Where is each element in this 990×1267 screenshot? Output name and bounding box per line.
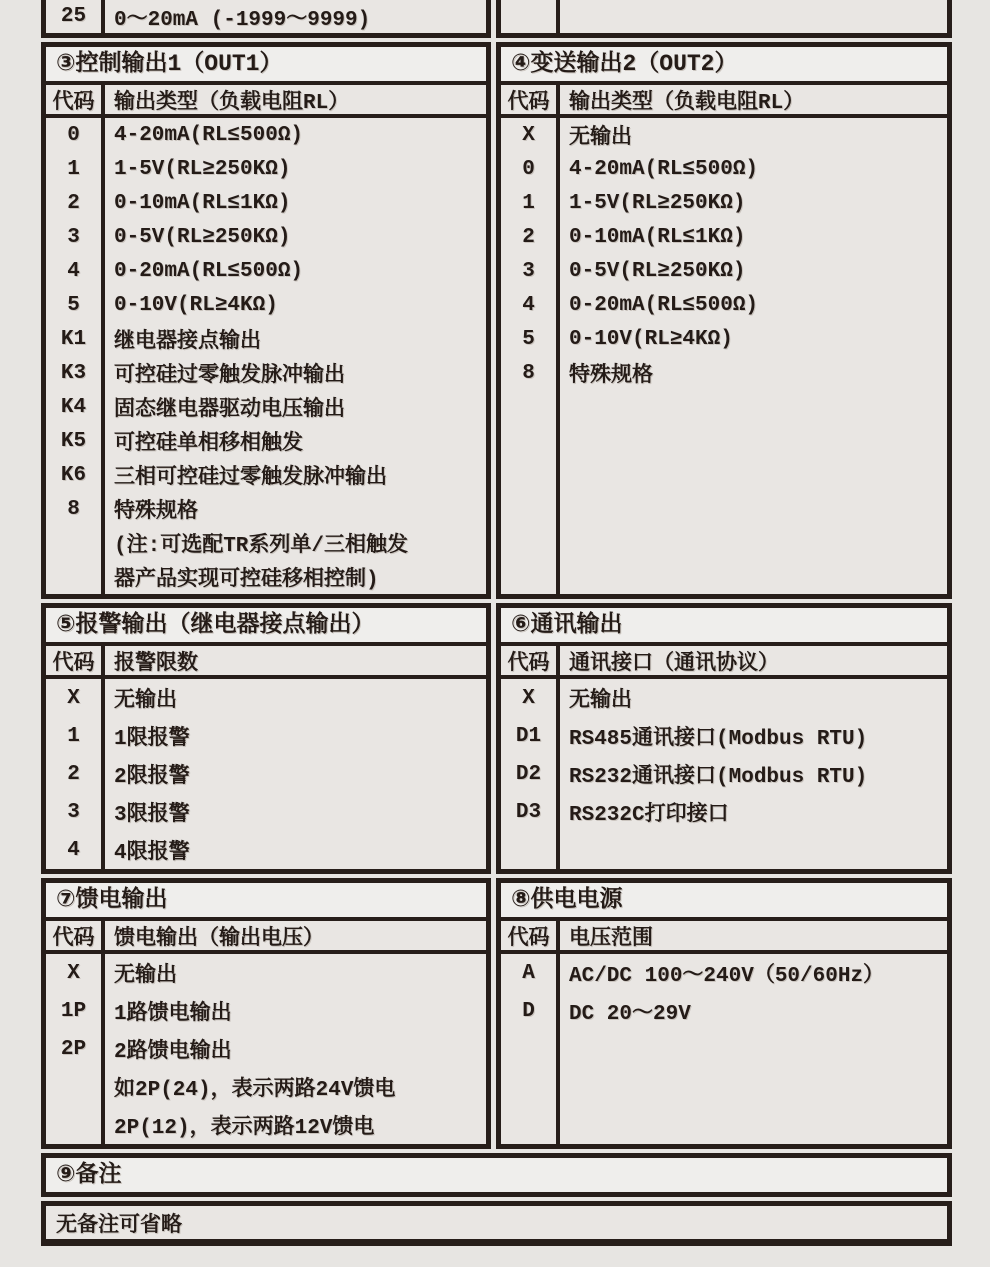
section-out1-body bbox=[46, 118, 486, 594]
table-row bbox=[46, 356, 486, 390]
table-row bbox=[46, 186, 486, 220]
code-header: 代码 bbox=[507, 927, 550, 951]
code-cell: 4 bbox=[67, 259, 80, 283]
code-cell: 25 bbox=[60, 5, 87, 28]
desc-cell: 可控硅单相移相触发 bbox=[114, 433, 303, 456]
desc-cell: 特殊规格 bbox=[114, 501, 198, 524]
desc-cell: RS485通讯接口(Modbus RTU) bbox=[569, 728, 868, 751]
desc-cell: 无输出 bbox=[569, 690, 632, 713]
code-cell: 2 bbox=[67, 762, 80, 786]
section-out2-title: ④变送输出2（OUT2） bbox=[501, 47, 947, 85]
table-row bbox=[46, 1106, 486, 1144]
code-cell: D bbox=[522, 999, 535, 1023]
table-row bbox=[46, 390, 486, 424]
column-header-row bbox=[501, 85, 947, 118]
table-row bbox=[501, 186, 947, 220]
section-comm-box bbox=[496, 603, 952, 874]
desc-header: 输出类型（负载电阻RL） bbox=[569, 91, 805, 115]
desc-header: 通讯接口（通讯协议） bbox=[569, 652, 779, 676]
table-row bbox=[46, 1030, 486, 1068]
code-cell: D3 bbox=[515, 800, 542, 824]
table-row bbox=[46, 992, 486, 1030]
section-remark-box bbox=[41, 1153, 952, 1197]
section-remark-title: ⑨备注 bbox=[46, 1158, 947, 1192]
code-cell: 2 bbox=[67, 191, 80, 215]
desc-cell: 1-5V(RL≥250KΩ) bbox=[114, 157, 291, 181]
section-feed-title: ⑦馈电输出 bbox=[46, 883, 486, 921]
table-row bbox=[46, 118, 486, 152]
section-out2-box bbox=[496, 42, 952, 599]
column-header-row bbox=[46, 646, 486, 679]
desc-cell: 0-10V(RL≥4KΩ) bbox=[114, 293, 278, 317]
column-header-row bbox=[46, 921, 486, 954]
table-row bbox=[46, 954, 486, 992]
table-row bbox=[501, 288, 947, 322]
desc-cell: DC 20～29V bbox=[569, 1003, 691, 1026]
table-row bbox=[501, 356, 947, 390]
code-cell: 1 bbox=[522, 191, 535, 215]
desc-cell: 0-10mA(RL≤1KΩ) bbox=[114, 191, 291, 215]
desc-cell: 4-20mA(RL≤500Ω) bbox=[569, 157, 759, 181]
desc-cell: 2P(12)，表示两路12V馈电 bbox=[114, 1117, 375, 1140]
code-header: 代码 bbox=[52, 91, 95, 115]
section-alarm-box bbox=[41, 603, 491, 874]
code-cell: 1 bbox=[67, 724, 80, 748]
section-alarm-title: ⑤报警输出（继电器接点输出） bbox=[46, 608, 486, 646]
desc-cell: AC/DC 100～240V（50/60Hz） bbox=[569, 965, 885, 988]
code-cell: X bbox=[67, 961, 80, 985]
desc-cell: (注:可选配TR系列单/三相触发 bbox=[114, 535, 409, 558]
desc-cell: 1路馈电输出 bbox=[114, 1003, 232, 1026]
code-cell: X bbox=[522, 686, 535, 710]
table-row bbox=[501, 254, 947, 288]
table-row bbox=[46, 288, 486, 322]
table-row bbox=[501, 152, 947, 186]
table-row bbox=[501, 220, 947, 254]
code-cell: K3 bbox=[60, 361, 87, 385]
desc-cell: 4限报警 bbox=[114, 842, 190, 865]
code-cell: X bbox=[67, 686, 80, 710]
table-row bbox=[501, 992, 947, 1030]
desc-cell: 无输出 bbox=[569, 127, 632, 150]
code-cell: D1 bbox=[515, 724, 542, 748]
section-comm-title: ⑥通讯输出 bbox=[501, 608, 947, 646]
table-row bbox=[501, 793, 947, 831]
desc-cell: 器产品实现可控硅移相控制) bbox=[114, 569, 379, 592]
code-cell: X bbox=[522, 123, 535, 147]
code-cell: 2 bbox=[522, 225, 535, 249]
desc-cell: 0-10mA(RL≤1KΩ) bbox=[569, 225, 746, 249]
desc-cell: 0-10V(RL≥4KΩ) bbox=[569, 327, 733, 351]
desc-cell: 无输出 bbox=[114, 690, 177, 713]
code-cell: 5 bbox=[522, 327, 535, 351]
desc-cell: RS232C打印接口 bbox=[569, 804, 729, 827]
desc-cell: RS232通讯接口(Modbus RTU) bbox=[569, 766, 868, 789]
desc-header: 电压范围 bbox=[569, 927, 653, 951]
section-alarm-body bbox=[46, 679, 486, 869]
code-cell: K4 bbox=[60, 395, 87, 419]
desc-cell: 3限报警 bbox=[114, 804, 190, 827]
code-header: 代码 bbox=[507, 91, 550, 115]
code-cell: 4 bbox=[67, 838, 80, 862]
code-cell: K6 bbox=[60, 463, 87, 487]
top-partial-row bbox=[41, 0, 952, 38]
table-row bbox=[46, 526, 486, 560]
table-row bbox=[46, 831, 486, 869]
table-row bbox=[46, 755, 486, 793]
table-row bbox=[501, 679, 947, 717]
top-partial-left-box bbox=[41, 0, 491, 38]
code-cell: 3 bbox=[67, 225, 80, 249]
section-out1-box bbox=[41, 42, 491, 599]
desc-header: 输出类型（负载电阻RL） bbox=[114, 91, 350, 115]
desc-header: 馈电输出（输出电压） bbox=[114, 927, 324, 951]
desc-cell: 无输出 bbox=[114, 965, 177, 988]
table-row bbox=[46, 220, 486, 254]
ordering-code-table bbox=[41, 0, 952, 1246]
section-power-title: ⑧供电电源 bbox=[501, 883, 947, 921]
table-row bbox=[46, 679, 486, 717]
code-header: 代码 bbox=[52, 652, 95, 676]
desc-cell: 0-20mA(RL≤500Ω) bbox=[569, 293, 759, 317]
column-header-row bbox=[501, 646, 947, 679]
table-row bbox=[501, 0, 947, 33]
table-row bbox=[46, 254, 486, 288]
remark-note-text: 无备注可省略 bbox=[56, 1214, 182, 1238]
code-cell: D2 bbox=[515, 762, 542, 786]
section-power-box bbox=[496, 878, 952, 1149]
code-cell: 1P bbox=[60, 999, 87, 1023]
desc-cell: 0～20mA (-1999～9999) bbox=[114, 8, 371, 32]
desc-cell: 特殊规格 bbox=[569, 365, 653, 388]
desc-cell: 4-20mA(RL≤500Ω) bbox=[114, 123, 304, 147]
desc-header: 报警限数 bbox=[114, 652, 198, 676]
desc-cell: 如2P(24)，表示两路24V馈电 bbox=[114, 1079, 396, 1102]
section-comm-body bbox=[501, 679, 947, 869]
table-row bbox=[46, 424, 486, 458]
table-row bbox=[46, 322, 486, 356]
table-row bbox=[501, 322, 947, 356]
desc-cell: 2路馈电输出 bbox=[114, 1041, 232, 1064]
desc-cell: 0-20mA(RL≤500Ω) bbox=[114, 259, 304, 283]
column-header-row bbox=[46, 85, 486, 118]
section-row-out bbox=[41, 42, 952, 599]
desc-cell: 1限报警 bbox=[114, 728, 190, 751]
table-row bbox=[501, 755, 947, 793]
code-cell: K1 bbox=[60, 327, 87, 351]
section-row-feed-power bbox=[41, 878, 952, 1149]
code-cell: 8 bbox=[522, 361, 535, 385]
table-row bbox=[501, 118, 947, 152]
desc-cell: 固态继电器驱动电压输出 bbox=[114, 399, 345, 422]
code-cell: 0 bbox=[522, 157, 535, 181]
column-header-row bbox=[501, 921, 947, 954]
section-out2-body bbox=[501, 118, 947, 594]
desc-cell: 1-5V(RL≥250KΩ) bbox=[569, 191, 746, 215]
table-row bbox=[46, 0, 486, 33]
code-cell: 1 bbox=[67, 157, 80, 181]
desc-cell: 2限报警 bbox=[114, 766, 190, 789]
desc-cell: 继电器接点输出 bbox=[114, 331, 261, 354]
code-cell: 0 bbox=[67, 123, 80, 147]
code-cell: 3 bbox=[522, 259, 535, 283]
table-row bbox=[46, 717, 486, 755]
desc-cell: 三相可控硅过零触发脉冲输出 bbox=[114, 467, 387, 490]
table-row bbox=[501, 954, 947, 992]
code-cell: 3 bbox=[67, 800, 80, 824]
table-row bbox=[46, 560, 486, 594]
table-row bbox=[501, 717, 947, 755]
table-row bbox=[46, 492, 486, 526]
code-header: 代码 bbox=[507, 652, 550, 676]
code-header: 代码 bbox=[52, 927, 95, 951]
section-feed-box bbox=[41, 878, 491, 1149]
desc-cell: 0-5V(RL≥250KΩ) bbox=[114, 225, 291, 249]
code-cell: K5 bbox=[60, 429, 87, 453]
table-row bbox=[46, 152, 486, 186]
code-cell: 5 bbox=[67, 293, 80, 317]
code-cell: 2P bbox=[60, 1037, 87, 1061]
section-feed-body bbox=[46, 954, 486, 1144]
code-cell: 4 bbox=[522, 293, 535, 317]
remark-note-box bbox=[41, 1201, 952, 1246]
desc-cell: 可控硅过零触发脉冲输出 bbox=[114, 365, 345, 388]
section-power-body bbox=[501, 954, 947, 1144]
section-out1-title: ③控制输出1（OUT1） bbox=[46, 47, 486, 85]
table-row bbox=[46, 1068, 486, 1106]
section-row-alarm-comm bbox=[41, 603, 952, 874]
desc-cell: 0-5V(RL≥250KΩ) bbox=[569, 259, 746, 283]
code-cell: 8 bbox=[67, 497, 80, 521]
code-cell: A bbox=[522, 961, 535, 985]
table-row bbox=[46, 793, 486, 831]
top-partial-right-box bbox=[496, 0, 952, 38]
table-row bbox=[46, 458, 486, 492]
